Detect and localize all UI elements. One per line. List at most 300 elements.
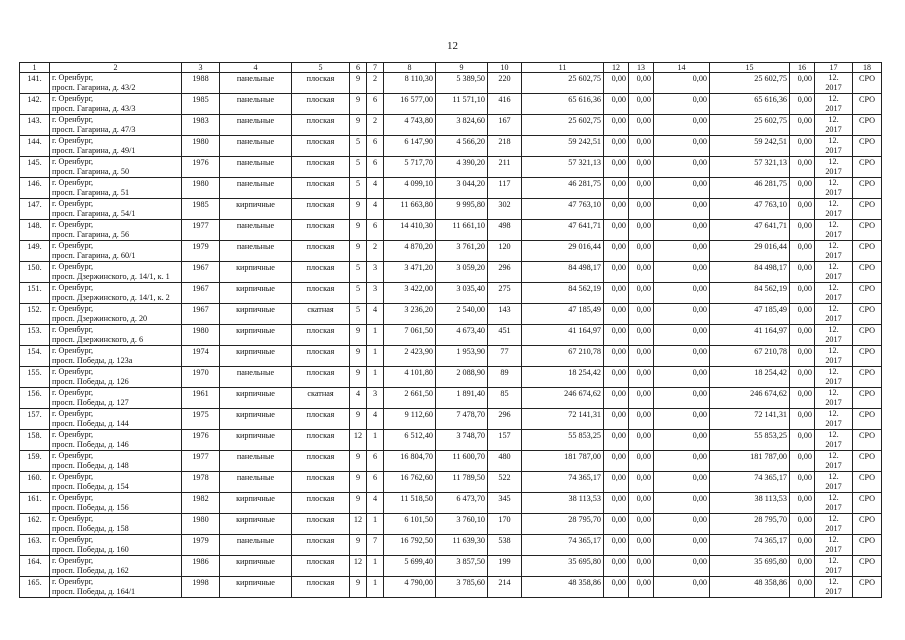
total-area bbox=[384, 178, 436, 199]
completion-date bbox=[815, 283, 853, 304]
cost-col-12 bbox=[604, 262, 629, 283]
address-city: г. Оренбург, bbox=[52, 346, 94, 355]
cost-col-14-value: 0,00 bbox=[692, 326, 707, 335]
cost-col-12-value: 0,00 bbox=[611, 221, 626, 230]
cost-col-14-value: 0,00 bbox=[692, 221, 707, 230]
build-year bbox=[182, 178, 220, 199]
address-city: г. Оренбург, bbox=[52, 220, 94, 229]
address bbox=[50, 346, 182, 367]
cost-col-12 bbox=[604, 472, 629, 493]
cost-col-15-value: 47 641,71 bbox=[754, 221, 787, 230]
entrance-count bbox=[367, 304, 384, 325]
address bbox=[50, 283, 182, 304]
table-row bbox=[20, 472, 882, 493]
repair-cost-value: 59 242,51 bbox=[568, 137, 601, 146]
living-area bbox=[436, 367, 488, 388]
roof-type-value: плоская bbox=[306, 242, 335, 251]
build-year-value: 1985 bbox=[192, 95, 209, 104]
build-year-value: 1998 bbox=[192, 578, 209, 587]
cost-col-14 bbox=[654, 115, 710, 136]
cost-col-14-value: 0,00 bbox=[692, 74, 707, 83]
completion-year: 2017 bbox=[825, 418, 842, 428]
cost-col-16-value: 0,00 bbox=[797, 389, 812, 398]
wall-material bbox=[220, 157, 292, 178]
row-number bbox=[20, 136, 50, 157]
cost-col-15 bbox=[710, 367, 790, 388]
total-area bbox=[384, 283, 436, 304]
row-number-value: 158. bbox=[27, 431, 42, 440]
address bbox=[50, 304, 182, 325]
cost-col-15 bbox=[710, 73, 790, 94]
living-area-value: 4 390,20 bbox=[456, 158, 485, 167]
row-number-value: 144. bbox=[27, 137, 42, 146]
living-area bbox=[436, 178, 488, 199]
cost-col-16-value: 0,00 bbox=[797, 473, 812, 482]
resident-count-value: 296 bbox=[498, 263, 511, 272]
build-year-value: 1980 bbox=[192, 179, 209, 188]
cost-col-12-value: 0,00 bbox=[611, 368, 626, 377]
row-number bbox=[20, 304, 50, 325]
completion-date bbox=[815, 220, 853, 241]
cost-col-13-value: 0,00 bbox=[636, 389, 651, 398]
floor-count bbox=[350, 514, 367, 535]
repair-cost-value: 47 185,49 bbox=[568, 305, 601, 314]
roof-type-value: плоская bbox=[306, 95, 335, 104]
build-year bbox=[182, 283, 220, 304]
wall-material-value: кирпичные bbox=[236, 284, 275, 293]
living-area bbox=[436, 472, 488, 493]
cost-col-16-value: 0,00 bbox=[797, 515, 812, 524]
roof-type-value: плоская bbox=[306, 494, 335, 503]
living-area-value: 3 824,60 bbox=[456, 116, 485, 125]
completion-month: 12. bbox=[828, 388, 839, 397]
row-number-value: 153. bbox=[27, 326, 42, 335]
cost-col-15 bbox=[710, 556, 790, 577]
row-number-value: 164. bbox=[27, 557, 42, 566]
cost-col-16-value: 0,00 bbox=[797, 284, 812, 293]
cost-col-16-value: 0,00 bbox=[797, 410, 812, 419]
build-year bbox=[182, 157, 220, 178]
living-area bbox=[436, 304, 488, 325]
cost-col-13-value: 0,00 bbox=[636, 158, 651, 167]
cost-col-12 bbox=[604, 178, 629, 199]
wall-material bbox=[220, 304, 292, 325]
cost-col-16-value: 0,00 bbox=[797, 305, 812, 314]
resident-count-value: 167 bbox=[498, 116, 511, 125]
cost-col-13-value: 0,00 bbox=[636, 410, 651, 419]
completion-year: 2017 bbox=[825, 502, 842, 512]
total-area bbox=[384, 430, 436, 451]
roof-type-value: плоская bbox=[306, 536, 335, 545]
total-area bbox=[384, 304, 436, 325]
cost-col-12 bbox=[604, 115, 629, 136]
cost-col-14-value: 0,00 bbox=[692, 557, 707, 566]
completion-year: 2017 bbox=[825, 208, 842, 218]
floor-count bbox=[350, 388, 367, 409]
cost-col-15-value: 25 602,75 bbox=[754, 116, 787, 125]
living-area-value: 4 566,20 bbox=[456, 137, 485, 146]
living-area bbox=[436, 220, 488, 241]
living-area bbox=[436, 157, 488, 178]
completion-date bbox=[815, 157, 853, 178]
repair-cost bbox=[522, 220, 604, 241]
funding-method bbox=[853, 472, 882, 493]
resident-count-value: 480 bbox=[498, 452, 511, 461]
roof-type bbox=[292, 514, 350, 535]
table-row bbox=[20, 409, 882, 430]
cost-col-12 bbox=[604, 556, 629, 577]
repair-cost-value: 25 602,75 bbox=[568, 74, 601, 83]
cost-col-15 bbox=[710, 430, 790, 451]
living-area bbox=[436, 325, 488, 346]
floor-count bbox=[350, 136, 367, 157]
floor-count-value: 9 bbox=[355, 410, 361, 419]
entrance-count bbox=[367, 241, 384, 262]
roof-type-value: плоская bbox=[306, 326, 335, 335]
wall-material-value: кирпичные bbox=[236, 515, 275, 524]
address-city: г. Оренбург, bbox=[52, 73, 94, 82]
cost-col-15 bbox=[710, 304, 790, 325]
cost-col-14 bbox=[654, 241, 710, 262]
cost-col-15-value: 48 358,86 bbox=[754, 578, 787, 587]
roof-type bbox=[292, 346, 350, 367]
resident-count bbox=[488, 94, 522, 115]
roof-type bbox=[292, 220, 350, 241]
roof-type bbox=[292, 367, 350, 388]
funding-method-value: СРО bbox=[858, 326, 876, 335]
address bbox=[50, 325, 182, 346]
build-year-value: 1970 bbox=[192, 368, 209, 377]
living-area bbox=[436, 115, 488, 136]
completion-month: 12. bbox=[828, 262, 839, 271]
wall-material bbox=[220, 241, 292, 262]
floor-count bbox=[350, 115, 367, 136]
floor-count-value: 12 bbox=[353, 431, 363, 440]
roof-type bbox=[292, 535, 350, 556]
table-row bbox=[20, 514, 882, 535]
cost-col-13 bbox=[629, 241, 654, 262]
repair-cost bbox=[522, 325, 604, 346]
completion-year: 2017 bbox=[825, 229, 842, 239]
cost-col-15-value: 59 242,51 bbox=[754, 137, 787, 146]
completion-month: 12. bbox=[828, 304, 839, 313]
table-row bbox=[20, 535, 882, 556]
wall-material bbox=[220, 577, 292, 598]
entrance-count-value: 4 bbox=[372, 494, 378, 503]
address-city: г. Оренбург, bbox=[52, 409, 94, 418]
roof-type bbox=[292, 325, 350, 346]
wall-material-value: панельные bbox=[236, 368, 275, 377]
funding-method bbox=[853, 136, 882, 157]
wall-material-value: панельные bbox=[236, 116, 275, 125]
build-year bbox=[182, 94, 220, 115]
table-row bbox=[20, 199, 882, 220]
resident-count-value: 143 bbox=[498, 305, 511, 314]
cost-col-14 bbox=[654, 346, 710, 367]
entrance-count-value: 1 bbox=[372, 578, 378, 587]
column-header: 4 bbox=[220, 63, 292, 73]
cost-col-13 bbox=[629, 577, 654, 598]
cost-col-15-value: 246 674,62 bbox=[750, 389, 787, 398]
roof-type bbox=[292, 199, 350, 220]
funding-method bbox=[853, 178, 882, 199]
cost-col-12-value: 0,00 bbox=[611, 116, 626, 125]
living-area bbox=[436, 94, 488, 115]
funding-method bbox=[853, 430, 882, 451]
address bbox=[50, 409, 182, 430]
resident-count-value: 120 bbox=[498, 242, 511, 251]
cost-col-16-value: 0,00 bbox=[797, 431, 812, 440]
completion-date bbox=[815, 199, 853, 220]
build-year bbox=[182, 241, 220, 262]
row-number-value: 149. bbox=[27, 242, 42, 251]
cost-col-15 bbox=[710, 535, 790, 556]
cost-col-16 bbox=[790, 535, 815, 556]
completion-month: 12. bbox=[828, 325, 839, 334]
funding-method bbox=[853, 535, 882, 556]
total-area bbox=[384, 514, 436, 535]
build-year bbox=[182, 577, 220, 598]
address-city: г. Оренбург, bbox=[52, 577, 94, 586]
living-area-value: 3 059,20 bbox=[456, 263, 485, 272]
table-row bbox=[20, 94, 882, 115]
resident-count bbox=[488, 577, 522, 598]
address-street: просп. Дзержинского, д. 20 bbox=[52, 313, 148, 323]
roof-type-value: скатная bbox=[307, 305, 334, 314]
completion-month: 12. bbox=[828, 577, 839, 586]
address-street: просп. Гагарина, д. 54/1 bbox=[52, 208, 136, 218]
address bbox=[50, 220, 182, 241]
living-area-value: 3 857,50 bbox=[456, 557, 485, 566]
cost-col-13-value: 0,00 bbox=[636, 515, 651, 524]
table-row bbox=[20, 430, 882, 451]
address-city: г. Оренбург, bbox=[52, 178, 94, 187]
total-area bbox=[384, 94, 436, 115]
roof-type-value: плоская bbox=[306, 515, 335, 524]
cost-col-13-value: 0,00 bbox=[636, 137, 651, 146]
cost-col-13 bbox=[629, 262, 654, 283]
funding-method bbox=[853, 157, 882, 178]
row-number-value: 154. bbox=[27, 347, 42, 356]
living-area-value: 3 761,20 bbox=[456, 242, 485, 251]
build-year-value: 1961 bbox=[192, 389, 209, 398]
repair-cost bbox=[522, 115, 604, 136]
roof-type bbox=[292, 94, 350, 115]
row-number bbox=[20, 388, 50, 409]
cost-col-13 bbox=[629, 304, 654, 325]
wall-material-value: панельные bbox=[236, 179, 275, 188]
address-street: просп. Победы, д. 162 bbox=[52, 565, 129, 575]
completion-month: 12. bbox=[828, 94, 839, 103]
living-area-value: 2 540,00 bbox=[456, 305, 485, 314]
resident-count-value: 498 bbox=[498, 221, 511, 230]
wall-material-value: панельные bbox=[236, 137, 275, 146]
completion-date bbox=[815, 493, 853, 514]
cost-col-15-value: 84 498,17 bbox=[754, 263, 787, 272]
wall-material bbox=[220, 556, 292, 577]
cost-col-12 bbox=[604, 199, 629, 220]
cost-col-14-value: 0,00 bbox=[692, 95, 707, 104]
build-year bbox=[182, 325, 220, 346]
funding-method-value: СРО bbox=[858, 347, 876, 356]
column-header: 15 bbox=[710, 63, 790, 73]
column-header: 2 bbox=[50, 63, 182, 73]
total-area-value: 4 870,20 bbox=[404, 242, 433, 251]
roof-type-value: плоская bbox=[306, 557, 335, 566]
repair-cost-value: 28 795,70 bbox=[568, 515, 601, 524]
wall-material bbox=[220, 94, 292, 115]
repair-cost bbox=[522, 73, 604, 94]
cost-col-14 bbox=[654, 430, 710, 451]
cost-col-13 bbox=[629, 220, 654, 241]
funding-method bbox=[853, 409, 882, 430]
entrance-count-value: 4 bbox=[372, 410, 378, 419]
living-area bbox=[436, 409, 488, 430]
address-street: просп. Победы, д. 154 bbox=[52, 481, 129, 491]
total-area bbox=[384, 115, 436, 136]
resident-count bbox=[488, 472, 522, 493]
cost-col-14-value: 0,00 bbox=[692, 473, 707, 482]
entrance-count-value: 3 bbox=[372, 263, 378, 272]
row-number bbox=[20, 178, 50, 199]
address-street: просп. Гагарина, д. 50 bbox=[52, 166, 130, 176]
cost-col-13 bbox=[629, 472, 654, 493]
completion-year: 2017 bbox=[825, 82, 842, 92]
address-street: просп. Победы, д. 160 bbox=[52, 544, 129, 554]
cost-col-12-value: 0,00 bbox=[611, 326, 626, 335]
cost-col-13 bbox=[629, 157, 654, 178]
funding-method-value: СРО bbox=[858, 473, 876, 482]
cost-col-13 bbox=[629, 115, 654, 136]
cost-col-16-value: 0,00 bbox=[797, 578, 812, 587]
cost-col-14 bbox=[654, 514, 710, 535]
cost-col-12 bbox=[604, 157, 629, 178]
completion-year: 2017 bbox=[825, 145, 842, 155]
cost-col-16-value: 0,00 bbox=[797, 452, 812, 461]
resident-count bbox=[488, 73, 522, 94]
cost-col-15 bbox=[710, 136, 790, 157]
cost-col-14-value: 0,00 bbox=[692, 368, 707, 377]
cost-col-14 bbox=[654, 367, 710, 388]
cost-col-12 bbox=[604, 241, 629, 262]
cost-col-15 bbox=[710, 157, 790, 178]
row-number-value: 143. bbox=[27, 116, 42, 125]
address-city: г. Оренбург, bbox=[52, 493, 94, 502]
wall-material-value: кирпичные bbox=[236, 263, 275, 272]
cost-col-12 bbox=[604, 493, 629, 514]
floor-count-value: 9 bbox=[355, 368, 361, 377]
cost-col-16 bbox=[790, 73, 815, 94]
table-row bbox=[20, 73, 882, 94]
cost-col-13 bbox=[629, 451, 654, 472]
cost-col-16-value: 0,00 bbox=[797, 221, 812, 230]
completion-date bbox=[815, 388, 853, 409]
floor-count-value: 5 bbox=[355, 158, 361, 167]
completion-month: 12. bbox=[828, 157, 839, 166]
cost-col-13 bbox=[629, 535, 654, 556]
wall-material bbox=[220, 472, 292, 493]
total-area-value: 6 101,50 bbox=[404, 515, 433, 524]
resident-count-value: 157 bbox=[498, 431, 511, 440]
cost-col-16-value: 0,00 bbox=[797, 242, 812, 251]
build-year bbox=[182, 367, 220, 388]
entrance-count bbox=[367, 262, 384, 283]
row-number bbox=[20, 220, 50, 241]
entrance-count-value: 4 bbox=[372, 179, 378, 188]
floor-count bbox=[350, 409, 367, 430]
cost-col-13 bbox=[629, 283, 654, 304]
address-city: г. Оренбург, bbox=[52, 262, 94, 271]
column-header: 7 bbox=[367, 63, 384, 73]
build-year bbox=[182, 493, 220, 514]
cost-col-14-value: 0,00 bbox=[692, 179, 707, 188]
cost-col-12-value: 0,00 bbox=[611, 305, 626, 314]
funding-method bbox=[853, 514, 882, 535]
table-row bbox=[20, 178, 882, 199]
cost-col-16-value: 0,00 bbox=[797, 179, 812, 188]
row-number-value: 160. bbox=[27, 473, 42, 482]
cost-col-12 bbox=[604, 430, 629, 451]
living-area bbox=[436, 346, 488, 367]
total-area-value: 16 792,50 bbox=[400, 536, 433, 545]
entrance-count-value: 6 bbox=[372, 473, 378, 482]
repair-cost bbox=[522, 262, 604, 283]
total-area bbox=[384, 577, 436, 598]
wall-material-value: панельные bbox=[236, 242, 275, 251]
total-area bbox=[384, 472, 436, 493]
cost-col-12-value: 0,00 bbox=[611, 578, 626, 587]
row-number bbox=[20, 115, 50, 136]
total-area bbox=[384, 451, 436, 472]
floor-count-value: 9 bbox=[355, 242, 361, 251]
entrance-count bbox=[367, 325, 384, 346]
cost-col-16 bbox=[790, 304, 815, 325]
entrance-count bbox=[367, 430, 384, 451]
row-number bbox=[20, 157, 50, 178]
column-header: 14 bbox=[654, 63, 710, 73]
cost-col-12-value: 0,00 bbox=[611, 410, 626, 419]
cost-col-14 bbox=[654, 178, 710, 199]
completion-date bbox=[815, 136, 853, 157]
cost-col-12 bbox=[604, 451, 629, 472]
build-year bbox=[182, 430, 220, 451]
completion-date bbox=[815, 577, 853, 598]
cost-col-12-value: 0,00 bbox=[611, 263, 626, 272]
cost-col-16-value: 0,00 bbox=[797, 263, 812, 272]
build-year-value: 1980 bbox=[192, 515, 209, 524]
resident-count bbox=[488, 514, 522, 535]
address-city: г. Оренбург, bbox=[52, 94, 94, 103]
completion-year: 2017 bbox=[825, 313, 842, 323]
cost-col-14-value: 0,00 bbox=[692, 494, 707, 503]
floor-count-value: 4 bbox=[355, 389, 361, 398]
repair-cost bbox=[522, 493, 604, 514]
address-city: г. Оренбург, bbox=[52, 556, 94, 565]
repair-cost-value: 84 562,19 bbox=[568, 284, 601, 293]
roof-type bbox=[292, 304, 350, 325]
cost-col-14-value: 0,00 bbox=[692, 116, 707, 125]
resident-count bbox=[488, 451, 522, 472]
column-header: 6 bbox=[350, 63, 367, 73]
address-street: просп. Гагарина, д. 47/3 bbox=[52, 124, 136, 134]
resident-count bbox=[488, 388, 522, 409]
funding-method-value: СРО bbox=[858, 137, 876, 146]
cost-col-15-value: 47 763,10 bbox=[754, 200, 787, 209]
wall-material-value: панельные bbox=[236, 473, 275, 482]
entrance-count-value: 2 bbox=[372, 242, 378, 251]
cost-col-13 bbox=[629, 514, 654, 535]
header-row bbox=[20, 63, 882, 73]
